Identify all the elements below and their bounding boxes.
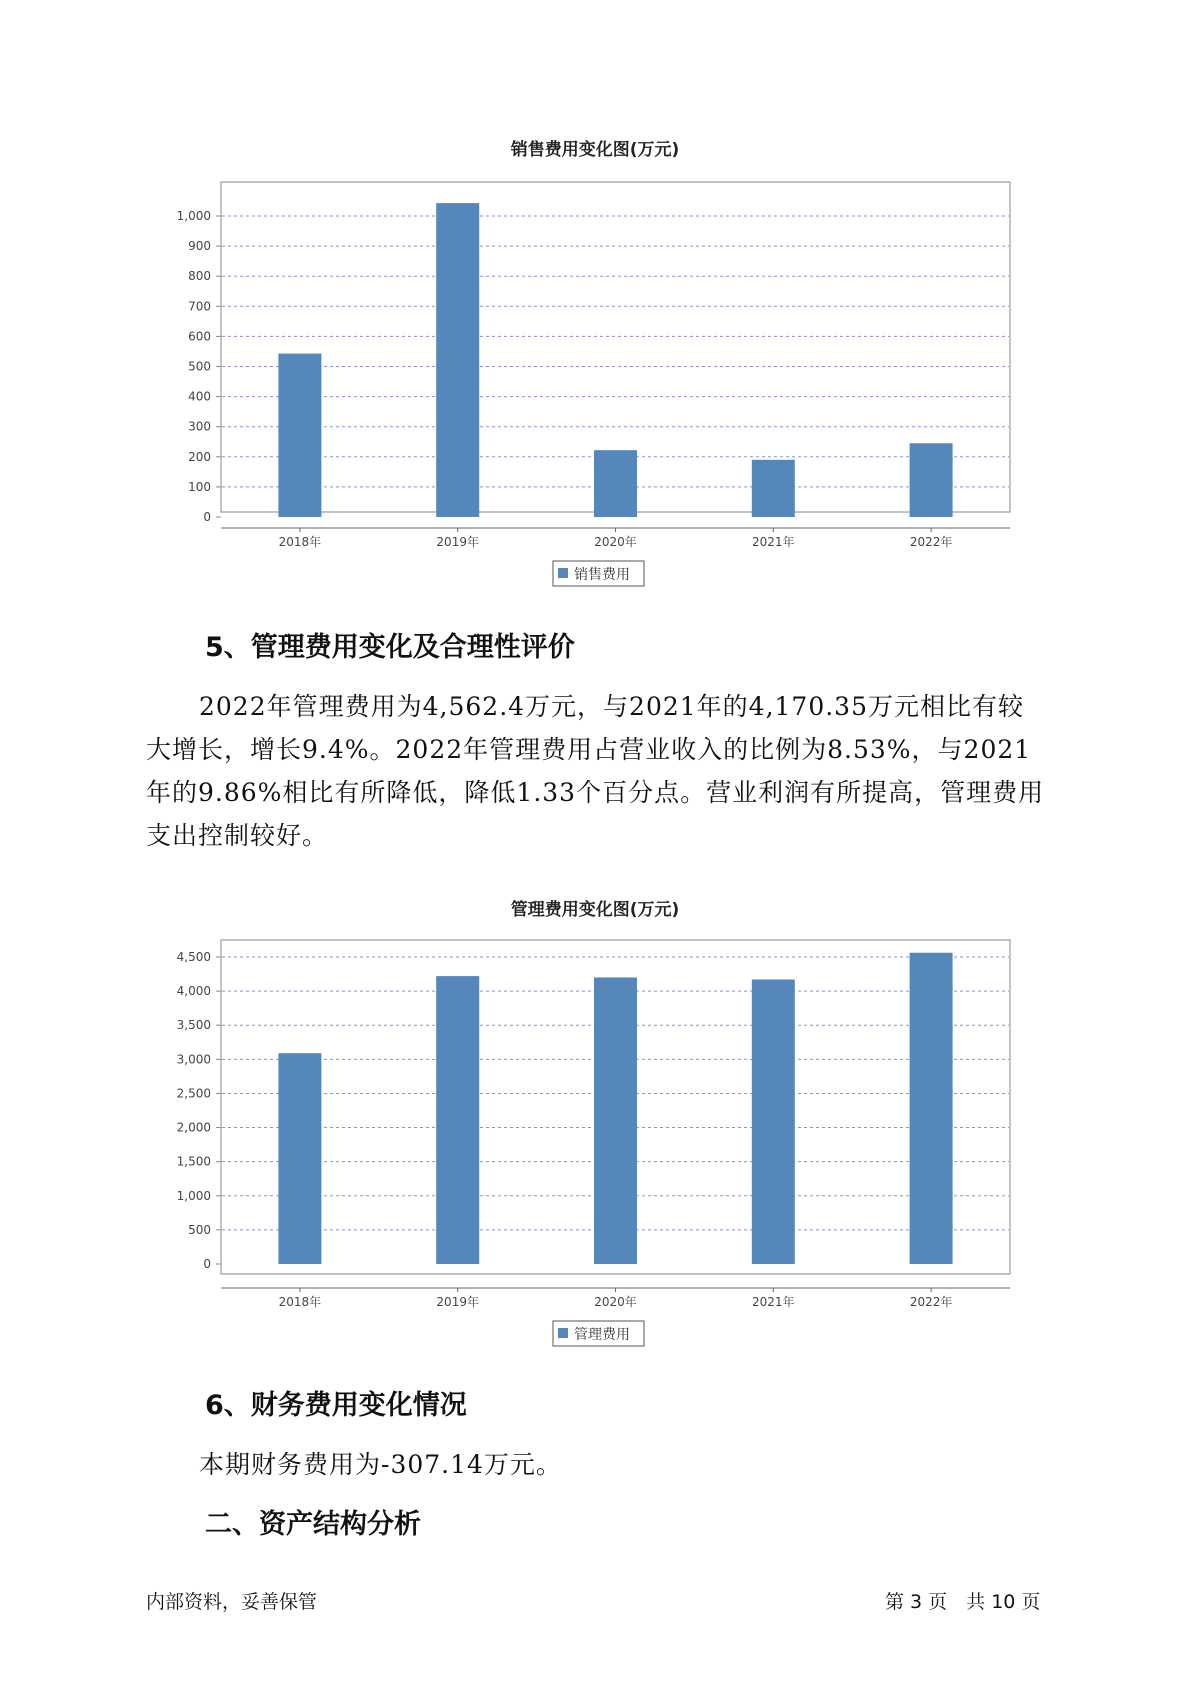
legend-label: 销售费用 bbox=[574, 567, 630, 583]
y-tick-label: 700 bbox=[188, 299, 211, 314]
section-5-paragraph bbox=[146, 685, 1046, 857]
x-tick-label: 2021年 bbox=[752, 535, 795, 549]
bar bbox=[594, 977, 637, 1264]
bar bbox=[752, 979, 795, 1264]
y-tick-label: 3,500 bbox=[176, 1018, 211, 1033]
y-tick-label: 1,000 bbox=[176, 1188, 211, 1203]
y-tick-label: 600 bbox=[188, 329, 211, 344]
bar bbox=[594, 450, 637, 517]
section-6-paragraph bbox=[146, 1443, 1046, 1486]
y-tick-label: 0 bbox=[203, 510, 211, 524]
bar bbox=[436, 976, 479, 1264]
bar bbox=[278, 1053, 321, 1264]
section-5-heading: 5、管理费用变化及合理性评价 bbox=[205, 632, 575, 663]
x-tick-label: 2022年 bbox=[909, 535, 953, 549]
bar bbox=[436, 203, 479, 517]
y-tick-label: 200 bbox=[188, 449, 211, 464]
bar bbox=[910, 953, 953, 1264]
legend bbox=[553, 1321, 644, 1346]
y-tick-label: 2,500 bbox=[176, 1086, 211, 1101]
y-tick-label: 300 bbox=[188, 419, 211, 434]
y-tick-label: 4,000 bbox=[176, 984, 211, 999]
x-tick-label: 2019年 bbox=[436, 535, 479, 549]
x-tick-label: 2021年 bbox=[752, 1295, 795, 1309]
legend-swatch bbox=[558, 568, 568, 578]
section-2-heading: 二、资产结构分析 bbox=[205, 1509, 421, 1540]
legend-label: 管理费用 bbox=[574, 1327, 630, 1343]
x-tick-label: 2018年 bbox=[278, 1295, 322, 1309]
admin-expense-chart bbox=[0, 890, 1191, 1360]
bar bbox=[278, 354, 321, 517]
section-6-heading: 6、财务费用变化情况 bbox=[205, 1390, 467, 1421]
x-tick-label: 2022年 bbox=[909, 1295, 953, 1309]
footer-left: 内部资料，妥善保管 bbox=[146, 1591, 318, 1613]
y-tick-label: 500 bbox=[188, 1222, 211, 1237]
y-tick-label: 4,500 bbox=[176, 950, 211, 964]
y-tick-label: 100 bbox=[188, 479, 211, 494]
y-tick-label: 400 bbox=[188, 389, 211, 404]
y-tick-label: 800 bbox=[188, 269, 211, 284]
y-tick-label: 0 bbox=[203, 1257, 211, 1271]
section-6-text: 本期财务费用为-307.14万元。 bbox=[199, 1450, 562, 1479]
x-tick-label: 2018年 bbox=[278, 535, 322, 549]
x-tick-label: 2020年 bbox=[594, 1295, 637, 1309]
chart-title: 销售费用变化图(万元) bbox=[510, 140, 680, 160]
x-tick-label: 2019年 bbox=[436, 1295, 479, 1309]
admin-expense-chart-svg bbox=[0, 890, 1191, 1360]
sales-expense-chart bbox=[0, 130, 1191, 600]
x-tick-label: 2020年 bbox=[594, 535, 637, 549]
sales-expense-chart-svg bbox=[0, 130, 1191, 600]
section-5-text: 2022年管理费用为4,562.4万元，与2021年的4,170.35万元相比有较大增长，增长9.4%。2022年管理费用占营业收入的比例为8.53%，与2021年的9.86%相比有所降低，降低1.33个百分点。营业利润有所提高，管理费用支出控制较好。 bbox=[146, 692, 1045, 850]
legend-swatch bbox=[558, 1328, 568, 1338]
y-tick-label: 500 bbox=[188, 359, 211, 374]
y-tick-label: 1,500 bbox=[176, 1154, 211, 1169]
y-tick-label: 900 bbox=[188, 239, 211, 254]
footer-page-number: 第 3 页 共 10 页 bbox=[885, 1591, 1041, 1613]
chart-title: 管理费用变化图(万元) bbox=[510, 900, 680, 920]
bar bbox=[752, 460, 795, 517]
y-tick-label: 2,000 bbox=[176, 1120, 211, 1135]
y-tick-label: 3,000 bbox=[176, 1052, 211, 1067]
y-tick-label: 1,000 bbox=[176, 209, 211, 223]
legend bbox=[553, 561, 644, 586]
bar bbox=[910, 443, 953, 517]
